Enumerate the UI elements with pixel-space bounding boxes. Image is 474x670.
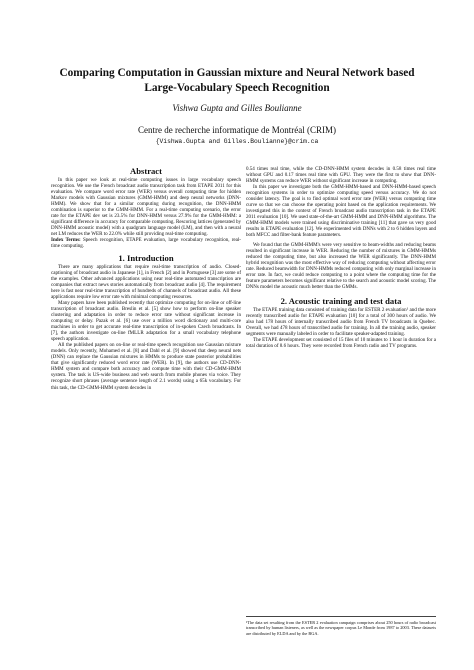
right-paragraph-3: We found that the GMM-HMM's were very sensitive to beam-widths and reducing beams resulted in significant increase in WER. Reducing the number of mixtures in GMM-HMMs reduced the computing time, but also increased the WER significantly. The DNN-HMM hybrid recognition was the most effective way of reducing computing without affecting error rate. Reduced beamwidth for DNN-HMMs reduced computing with only marginal increase in error rate. In fact, we could reduce computing to a point where the computing time for the feature parameters becomes significant relative to the search and acoustic model scoring. The DNNs model the acoustic much better than the GMMs.: [246, 242, 436, 291]
paper-title: [40, 66, 434, 95]
section-1-heading: 1. Introduction: [118, 253, 174, 264]
intro-paragraph-1: There are many applications that require real-time transcription of audio. Closed-captioning of broadcast audio in Japanese [1], in French [2] and in Portuguese [3] are some of the examples. Other advanced applications using near real-time automated transcription are companies that extract news stories automatically from broadcast audio [4]. The requirement here is fast near real-time transcription of hundreds of channels of broadcast audio. All these applications require low error rate with minimal computing resources.: [51, 264, 241, 301]
index-terms: [51, 237, 241, 249]
index-terms-text: Speech recognition, ETAPE evaluation, large vocabulary recognition, real-time computing.: [51, 237, 241, 250]
title-line-1: Comparing Computation in Gaussian mixture and Neural Network based: [59, 67, 415, 79]
footnote: ¹The data set resulting from the ESTER 2 evaluation campaign comprises about 250 hours of radio broadcast transcribed by human listeners, as well as the newspaper corpus Le Monde from 1987 to 2003. These datasets are distributed by ELDA and by the BGA.: [246, 616, 436, 636]
data-paragraph-2: The ETAPE development set consisted of 15 files of 10 minutes to 1 hour in duration for a total duration of 8.6 hours. They were recorded from French radio and TV programs.: [246, 337, 436, 350]
right-paragraph-1: 0.54 times real time, while the CD-DNN-HMM system decodes in 0.58 times real time without GPU and 0.17 times real time with GPU. They were the first to show that DNN-HMM systems can reduce WER without significant increase in computing.: [246, 166, 436, 185]
affiliation: Centre de recherche informatique de Montréal (CRIM): [138, 125, 336, 135]
section-2-heading: 2. Acoustic training and test data: [280, 296, 402, 307]
data-paragraph-1: The ETAPE training data consisted of training data for ESTER 2 evaluation¹ and the more recently transcribed audio for ETAPE evaluation [10] for a total of 300 hours of audio. We also had 178 hours of internally transcribed audio from French TV broadcasts in Quebec. Overall, we had 478 hours of transcribed audio for training. In all the training audio, speaker segments were manually labeled in order to facilitate speaker-adapted training.: [246, 307, 436, 338]
authors: Vishwa Gupta and Gilles Boulianne: [172, 103, 302, 113]
intro-paragraph-3: All the published papers on on-line or real-time speech recognition use Gaussian mixture models. Only recently, Mohamed et al. [8] and Dahl et al. [9] showed that deep neural nets (DNN) can replace the Gaussian mixtures in HMMs to produce state posterior probabilities that give significantly reduced word error rate (WER). In [9], the authors use CD-DNN-HMM system and compare both accuracy and compute time with their CD-GMM-HMM system. The task is US-wide business and web search from mobile phones via voice. They recognize short phrases (average sentence length of 2.1 words) using a 65k vocabulary. For this task, the CD-GMM-HMM system decodes in: [51, 342, 241, 391]
right-paragraph-2: In this paper we investigate both the GMM-HMM-based and DNN-HMM-based speech recognition systems in order to optimize computing speed versus accuracy. We do not consider latency. The goal is to find optimal word error rate (WER) versus computing time curve so that we can choose the operating point based on the application requirements. We investigated this in the context of French broadcast audio transcription task in the ETAPE 2011 evaluation [10]. We used state-of-the-art GMM-HMM and DNN-HMM algorithms. The GMM-HMM models were trained using discriminative training [11] that gave us very good results in ETAPE evaluation [12]. We experimented with DNNs with 2 to 6 hidden layers and both MFCC and filter-bank feature parameters.: [246, 184, 436, 239]
index-terms-label: Index Terms:: [51, 237, 81, 244]
right-column: [246, 166, 436, 349]
intro-paragraph-2: Many papers have been published recently that optimize computing for on-line or off-line transcription of broadcast audio. Breslin et al. [5] show how to perform on-line speaker clustering and adaptation in order to reduce error rate without significant increase in computing or delay. Pazak et al. [6] use over a million word dictionary and multi-core machines in order to get accurate real-time transcription of in-spoken Czech broadcasts. In [7], the authors investigate on-line fMLLR adaptation for a small vocabulary telephone speech application.: [51, 300, 241, 343]
abstract-heading: Abstract: [130, 166, 162, 176]
author-email: {Vishwa.Gupta and Gilles.Boulianne}@crim.ca: [155, 138, 319, 145]
title-line-2: Large-Vocabulary Speech Recognition: [144, 81, 330, 94]
left-column: [51, 166, 241, 391]
abstract-text: In this paper we look at real-time computing issues in large vocabulary speech recognition. We use the French broadcast audio transcription task from ETAPE 2011 for this evaluation. We compare word error rate (WER) versus overall computing time for hidden Markov models with Gaussian mixtures (GMM-HMM) and deep neural networks (DNN-HMM). We show that for a similar computing during recognition, the DNN-HMM combination is superior to the GMM-HMM. For a real-time computing scenario, the error rate for the ETAPE dev set is 23.5% for DNN-HMM versus 27.9% for the GMM-HMM: a significant difference in accuracy for comparable computing. Rescoring lattices (generated by DNN-HMM acoustic model) with a quadgram language model (LM), and then with a neural net LM reduces the WER to 22.0% while still providing real-time computing.: [51, 177, 241, 238]
